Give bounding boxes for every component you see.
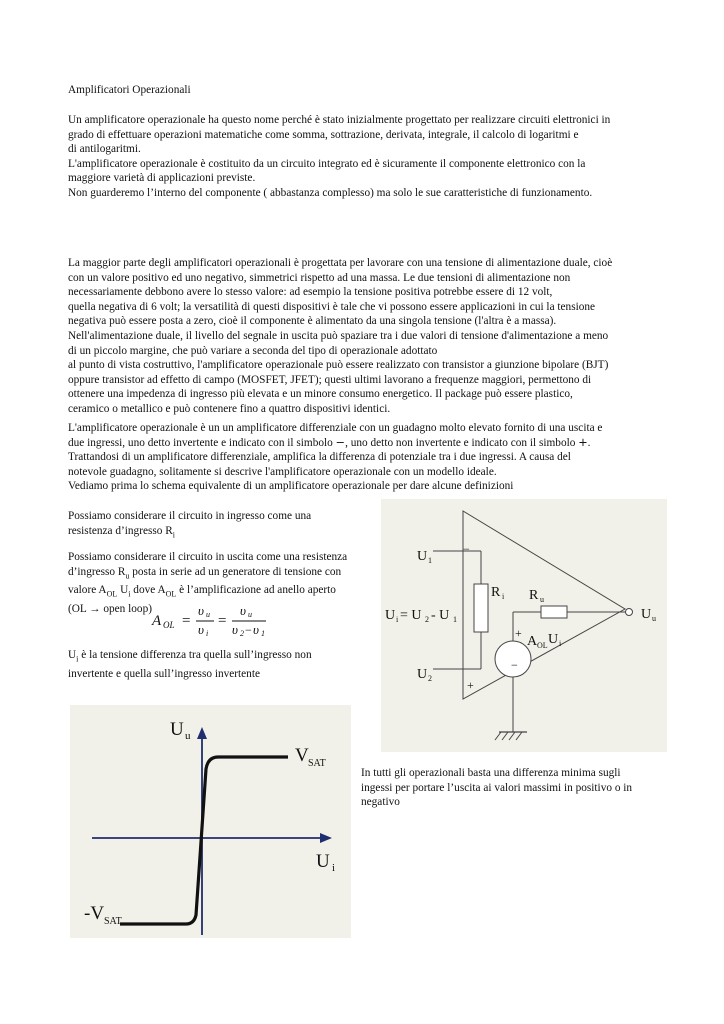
text-line: Trattandosi di un amplificatore differenziale, amplifica la differenza di potenziale tra i due ingressi. A causa del <box>68 451 571 464</box>
plus-symbol: + <box>578 435 588 449</box>
formula-den2-b: υ <box>253 622 259 637</box>
label-u2-sub: 2 <box>428 674 432 683</box>
text-line: ceramico o metallico e può contenere fino a quattro dispositivi identici. <box>68 402 391 415</box>
formula-den1: υ <box>198 622 204 637</box>
text-line: Vediamo prima lo schema equivalente di un amplificatore operazionale per dare alcune definizioni <box>68 480 514 493</box>
label-ui-eq: U <box>385 608 396 623</box>
formula-num1-sub: u <box>206 610 210 619</box>
vsat-label: V <box>295 745 309 766</box>
text-line: di antilogaritmi. <box>68 143 141 156</box>
formula-den2: υ <box>232 622 238 637</box>
text-fragment: . <box>587 436 591 449</box>
label-ui-eq-sub2: 2 <box>425 615 429 624</box>
formula-num2-sub: u <box>248 610 252 619</box>
label-ru: R <box>529 588 539 603</box>
label-aol: A <box>527 634 538 649</box>
label-ui-eq-sub3: 1 <box>453 615 457 624</box>
label-ui-eq-c: - U <box>431 608 450 623</box>
subscript: OL <box>106 589 118 599</box>
text-line: (OL → open loop) <box>68 603 152 616</box>
text-line: ingessi per portare l’uscita ai valori massimi in positivo o in <box>361 781 633 794</box>
formula-lhs: A <box>152 613 162 629</box>
text-line: In tutti gli operazionali basta una differenza minima sugli <box>361 767 621 779</box>
label-uu-sub: u <box>652 614 656 623</box>
label-aol-u-sub: i <box>559 639 562 648</box>
subscript: OL <box>165 589 177 599</box>
text-fragment: posta in serie ad un generatore di tensione con <box>129 565 342 578</box>
text-line: oppure transistor ad effetto di campo (MOSFET, JFET); questi ultimi lavorano a frequenze maggiori, permettono di <box>68 373 592 386</box>
formula-eq2: = <box>218 613 227 629</box>
label-minus-generator: − <box>511 658 518 672</box>
formula-den2-sub2: 1 <box>261 629 265 638</box>
x-axis-label: U <box>316 851 330 872</box>
text-line: Un amplificatore operazionale ha questo nome perché è stato inizialmente progettato per realizzare circuiti elettronici in <box>68 114 611 126</box>
text-line: Possiamo considerare il circuito in uscita come una resistenza <box>68 551 348 563</box>
differenziale-paragraph <box>68 421 668 494</box>
y-axis-label: U <box>170 719 184 740</box>
transfer-characteristic-graph <box>70 705 351 938</box>
formula-num2: υ <box>240 603 246 618</box>
text-line: con un valore positivo ed uno negativo, simmetrici rispetto ad una massa. Le due tensioni di alimentazione non <box>68 271 571 284</box>
minus-symbol: − <box>335 435 346 449</box>
text-line <box>68 648 378 667</box>
text-line: quella negativa di 6 volt; la versatilità di questi dispositivi è tale che vi possono essere applicazioni in cui la tensione <box>68 300 596 313</box>
label-u1: U <box>417 549 428 564</box>
text-line: L'amplificatore operazionale è un un amplificatore differenziale con un guadagno molto elevato fornito di una uscita e <box>68 422 603 434</box>
label-minus-input: − <box>463 542 470 556</box>
y-axis-label-sub: u <box>185 730 191 742</box>
formula-den2-minus: − <box>245 623 252 637</box>
text-fragment: è l’amplificazione ad anello aperto <box>176 584 336 597</box>
label-uu: U <box>641 607 652 622</box>
formula-eq: = <box>182 613 191 629</box>
text-fragment: valore A <box>68 584 107 597</box>
text-line: L'amplificatore operazionale è costituito da un circuito integrato ed è sicuramente il componente elettronico con la <box>68 157 586 170</box>
text-line: negativa può essere posta a zero, cioè il componente è alimentato da una singola tensione (l'altra è a massa). <box>68 315 557 328</box>
text-line <box>68 565 378 584</box>
text-line <box>68 436 668 451</box>
text-line: Possiamo considerare il circuito in ingresso come una <box>68 510 312 522</box>
text-line <box>68 524 378 543</box>
formula-num1: υ <box>198 603 204 618</box>
modello-differenza <box>68 648 378 681</box>
label-ui-eq-sub: i <box>396 615 399 624</box>
text-line: necessariamente debbono avere lo stesso valore: ad esempio la tensione positiva potrebbe essere di 12 volt, <box>68 286 553 299</box>
x-axis-label-sub: i <box>332 862 336 874</box>
label-aol-u: U <box>548 632 559 647</box>
text-fragment: , uno detto non invertente e indicato con il simbolo <box>345 436 579 449</box>
label-aol-sub: OL <box>537 641 548 650</box>
text-line: Nell'alimentazione duale, il livello del segnale in uscita può spaziare tra i due valori di tensione d'alimentazione a meno <box>68 329 609 342</box>
subscript: i <box>76 654 79 664</box>
vsat-label-sub: SAT <box>308 758 326 769</box>
text-line: ottenere una impedenza di ingresso più elevata e un minore consumo energetico. Il package può essere plastico, <box>68 388 573 401</box>
neg-vsat-label: -V <box>84 903 105 924</box>
text-line: notevole guadagno, solitamente si descrive l'amplificatore operazionale con un modello ideale. <box>68 465 497 478</box>
formula-den1-sub: i <box>206 629 209 638</box>
text-line: di un piccolo margine, che può variare a seconda del tipo di operazionale adottato <box>68 344 438 357</box>
subscript: i <box>172 529 176 539</box>
subscript: i <box>128 589 131 599</box>
text-line: al punto di vista costruttivo, l'amplificatore operazionale può essere realizzato con transistor a giunzione bipolare (BJT) <box>68 359 609 372</box>
formula-lhs-sub: OL <box>163 620 175 630</box>
label-plus-input: + <box>467 678 474 692</box>
text-line: invertente e quella sull’ingresso invertente <box>68 667 260 680</box>
label-ui-eq-b: = U <box>400 608 422 623</box>
opamp-equivalent-circuit <box>381 499 667 752</box>
text-line: negativo <box>361 796 400 809</box>
text-line: Non guarderemo l’interno del componente ( abbastanza complesso) ma solo le sue caratteristiche di funzionamento. <box>68 186 593 199</box>
label-ru-sub: u <box>540 595 544 604</box>
formula-den2-sub1: 2 <box>240 629 244 638</box>
alimentazione-paragraph <box>68 256 668 417</box>
text-fragment: è la tensione differenza tra quella sull’ingresso non <box>78 649 312 661</box>
label-u1-sub: 1 <box>428 556 432 565</box>
neg-vsat-label-sub: SAT <box>104 916 122 927</box>
text-line: grado di effettuare operazioni matematiche come somma, sottrazione, derivata, integrale, il calcolo di logaritmi e <box>68 128 579 141</box>
text-fragment: U <box>68 649 77 661</box>
subscript: u <box>125 570 130 580</box>
formula-aol <box>148 600 278 640</box>
label-ri: R <box>491 585 501 600</box>
text-fragment: resistenza d’ingresso R <box>68 524 173 537</box>
label-ri-sub: i <box>502 592 505 601</box>
label-u2: U <box>417 667 428 682</box>
label-plus-generator: + <box>515 626 522 640</box>
document-title: Amplificatori Operazionali <box>68 84 191 96</box>
text-line: La maggior parte degli amplificatori operazionali è progettata per lavorare con una tensione di alimentazione duale, cioè <box>68 257 613 269</box>
saturation-note <box>361 766 681 810</box>
text-fragment: U <box>117 584 129 597</box>
modello-ingresso <box>68 509 378 542</box>
text-fragment: due ingressi, uno detto invertente e indicato con il simbolo <box>68 436 336 449</box>
text-fragment: dove A <box>130 584 166 597</box>
text-line: maggiore varietà di applicazioni previste. <box>68 172 256 185</box>
intro-paragraph <box>68 113 668 201</box>
text-fragment: d’ingresso R <box>68 565 126 578</box>
